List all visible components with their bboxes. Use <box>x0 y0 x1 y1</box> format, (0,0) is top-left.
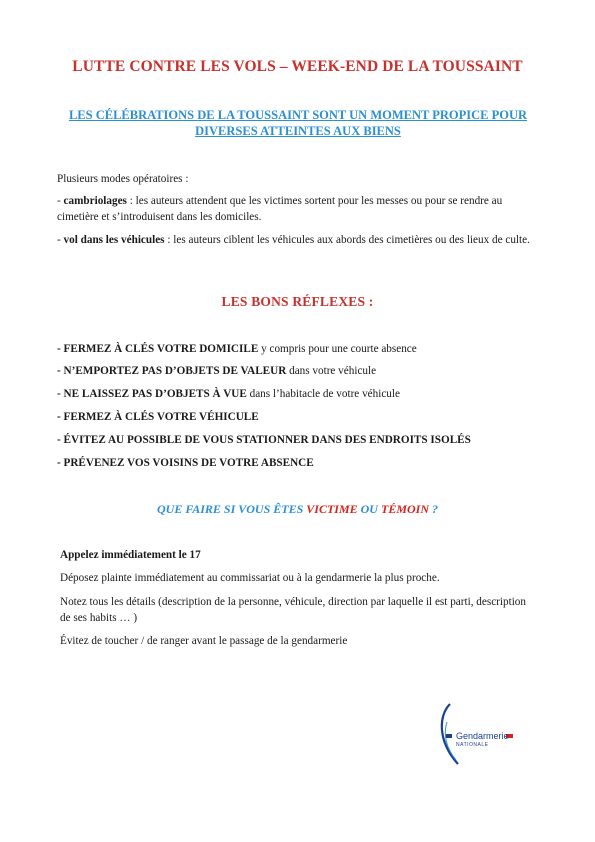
subtitle-link: LES CÉLÉBRATIONS DE LA TOUSSAINT SONT UN MOMENT PROPICE POUR DIVERSES ATTEINTES AUX BIENS <box>68 108 528 138</box>
question-victim: VICTIME <box>306 502 358 516</box>
mode-paragraph-burglary <box>57 193 537 225</box>
reflex-bold: - N’EMPORTEZ PAS D’OBJETS DE VALEUR <box>57 365 287 377</box>
reflex-rest: y compris pour une courte absence <box>258 343 417 355</box>
reflex-bold: - PRÉVENEZ VOS VOISINS DE VOTRE ABSENCE <box>57 457 314 469</box>
page-title: LUTTE CONTRE LES VOLS – WEEK-END DE LA TOUSSAINT <box>72 58 523 75</box>
reflex-item <box>57 457 547 469</box>
reflex-item <box>57 434 547 446</box>
reflex-rest: dans l’habitacle de votre véhicule <box>246 388 400 400</box>
logo-flag-blue <box>446 734 452 738</box>
reflex-item <box>57 365 547 377</box>
logo-name: Gendarmerie <box>456 731 509 741</box>
question-part: ? <box>429 502 438 516</box>
mode-term: vol dans les véhicules <box>63 234 165 246</box>
reflex-item <box>57 411 547 423</box>
action-no-touch: Évitez de toucher / de ranger avant le passage de la gendarmerie <box>60 635 348 647</box>
reflex-bold: - FERMEZ À CLÉS VOTRE DOMICILE <box>57 343 259 355</box>
reflex-bold: - ÉVITEZ AU POSSIBLE DE VOUS STATIONNER DANS DES ENDROITS ISOLÉS <box>57 434 471 446</box>
mode-prefix: - <box>57 234 64 246</box>
reflex-item <box>57 343 547 355</box>
mode-text: : les auteurs ciblent les véhicules aux abords des cimetières ou des lieux de culte. <box>164 234 530 246</box>
reflex-item <box>57 388 547 400</box>
reflex-bold: - FERMEZ À CLÉS VOTRE VÉHICULE <box>57 411 259 423</box>
reflex-rest: dans votre véhicule <box>286 365 377 377</box>
mode-prefix: - <box>57 195 64 207</box>
mode-term: cambriolages <box>63 195 127 207</box>
reflexes-heading: LES BONS RÉFLEXES : <box>221 294 374 309</box>
victim-witness-question <box>0 502 595 517</box>
mode-text: : les auteurs attendent que les victimes sortent pour les messes ou pour se rendre au cimetière et s’introduisent dans les domiciles. <box>57 195 503 223</box>
action-complaint: Déposez plainte immédiatement au commissariat ou à la gendarmerie la plus proche. <box>60 572 440 584</box>
action-details: Notez tous les détails (description de la personne, véhicule, direction par laquelle il est parti, description de ses habits … ) <box>60 596 526 624</box>
logo-sub: NATIONALE <box>456 742 489 748</box>
reflex-bold: - NE LAISSEZ PAS D’OBJETS À VUE <box>57 388 247 400</box>
action-call-17 <box>60 547 540 563</box>
action-call-text: Appelez immédiatement le 17 <box>60 549 201 561</box>
mode-paragraph-vehicle <box>57 232 537 248</box>
question-part: OU <box>357 502 381 516</box>
question-witness: TÉMOIN <box>380 502 429 516</box>
question-part: QUE FAIRE SI VOUS ÊTES <box>156 502 307 516</box>
intro-text: Plusieurs modes opératoires : <box>57 173 189 185</box>
